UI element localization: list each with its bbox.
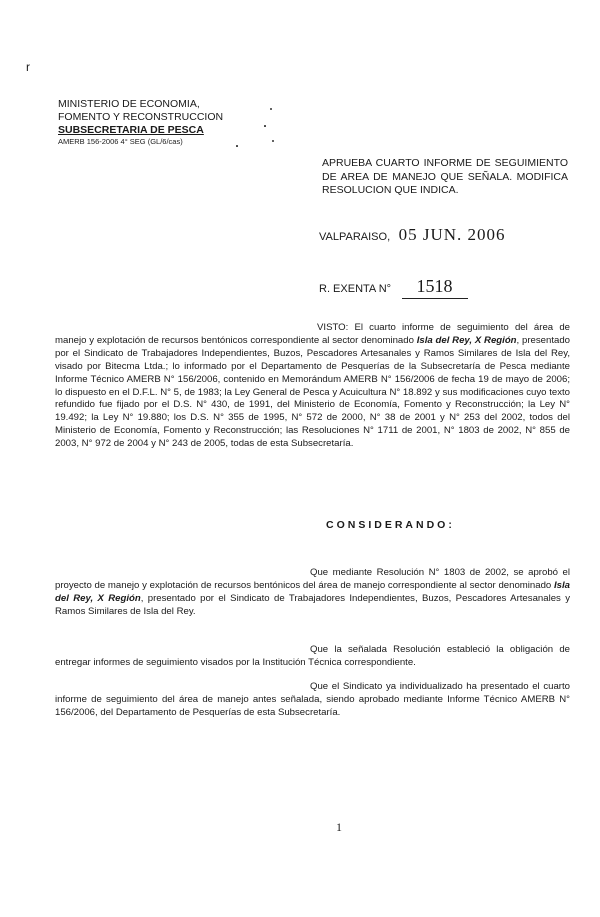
scan-speck [272, 140, 274, 142]
place-label: VALPARAISO, [319, 231, 391, 243]
considerando-2: Que la señalada Resolución estableció la obligación de entregar informes de seguimiento visados por la Institución Técnica correspondiente. [55, 644, 570, 668]
visto-sector: Isla del Rey, X Región [416, 334, 517, 346]
subsecretaria-line: SUBSECRETARIA DE PESCA [58, 124, 204, 136]
ministry-name-line1: MINISTERIO DE ECONOMIA, [58, 98, 200, 110]
document-title: APRUEBA CUARTO INFORME DE SEGUIMIENTO DE AREA DE MANEJO QUE SEÑALA. MODIFICA RESOLUCION QUE INDICA. [322, 157, 568, 196]
scan-speck [270, 108, 272, 110]
visto-paragraph [55, 322, 570, 451]
ministry-name-line2: FOMENTO Y RECONSTRUCCION [58, 111, 224, 123]
c1-rest: , presentado por el Sindicato de Trabajadores Independientes, Buzos, Pescadores Artesanales y Ramos Similares de Isla del Rey. [55, 592, 570, 617]
resolution-value: 1518 [402, 276, 468, 299]
date-stamp: 05 JUN. 2006 [398, 225, 506, 244]
reference-code: AMERB 156-2006 4° SEG (GL/6/cas) [58, 137, 183, 146]
visto-lead: VISTO: El cuarto informe de seguimiento del área de manejo y explotación de recursos bentónicos correspondiente al sector denominado [55, 322, 570, 346]
c1-sector: Isla del Rey, X Región [55, 579, 570, 604]
considerando-heading: CONSIDERANDO: [326, 519, 455, 531]
page-number: 1 [336, 820, 342, 834]
c1-lead: Que mediante Resolución N° 1803 de 2002, se aprobó el proyecto de manejo y explotación de recursos bentónicos del área de manejo correspondiente al sector denominado [55, 567, 570, 591]
corner-mark: r [26, 60, 30, 74]
considerando-1 [55, 567, 570, 619]
place-date [319, 225, 506, 245]
considerando-3: Que el Sindicato ya individualizado ha presentado el cuarto informe de seguimiento del área de manejo antes señalada, siendo aprobado mediante Informe Técnico AMERB N° 156/2006, del Departamento de Pesquerías de esta Subsecretaría. [55, 681, 570, 718]
ministry-header [58, 98, 258, 147]
scan-speck [236, 145, 238, 147]
scan-speck [264, 125, 266, 127]
resolution-label: R. EXENTA N° [319, 283, 392, 295]
visto-rest: , presentado por el Sindicato de Trabajadores Independientes, Buzos, Pescadores Artesanales y Ramos Similares de Isla del Rey, visado por Bitecma Ltda.; lo informado por el Departamento de Pesquerías de la Subsecretaría de Pesca mediante Informe Técnico AMERB N° 156/2006, contenido en Memorándum AMERB N° 156/2006 de fecha 19 de mayo de 2006; lo dispuesto en el D.F.L. N° 5, de 1983; la Ley General de Pesca y Acuicultura N° 18.892 y sus modificaciones cuyo texto refundido fue fijado por el D.S. N° 430, de 1991, del Ministerio de Economía, Fomento y Reconstrucción; la Ley N° 19.492; la Ley N° 19.880; los D.S. N° 355 de 1995, N° 572 de 2000, N° 38 de 2001 y N° 253 del 2002, todos del Ministerio de Economía, Fomento y Reconstrucción; las Resoluciones N° 1711 de 2001, N° 1803 de 2002, N° 855 de 2003, N° 972 de 2004 y N° 243 de 2005, todas de esta Subsecretaría. [55, 334, 571, 450]
resolution-number [319, 276, 468, 299]
